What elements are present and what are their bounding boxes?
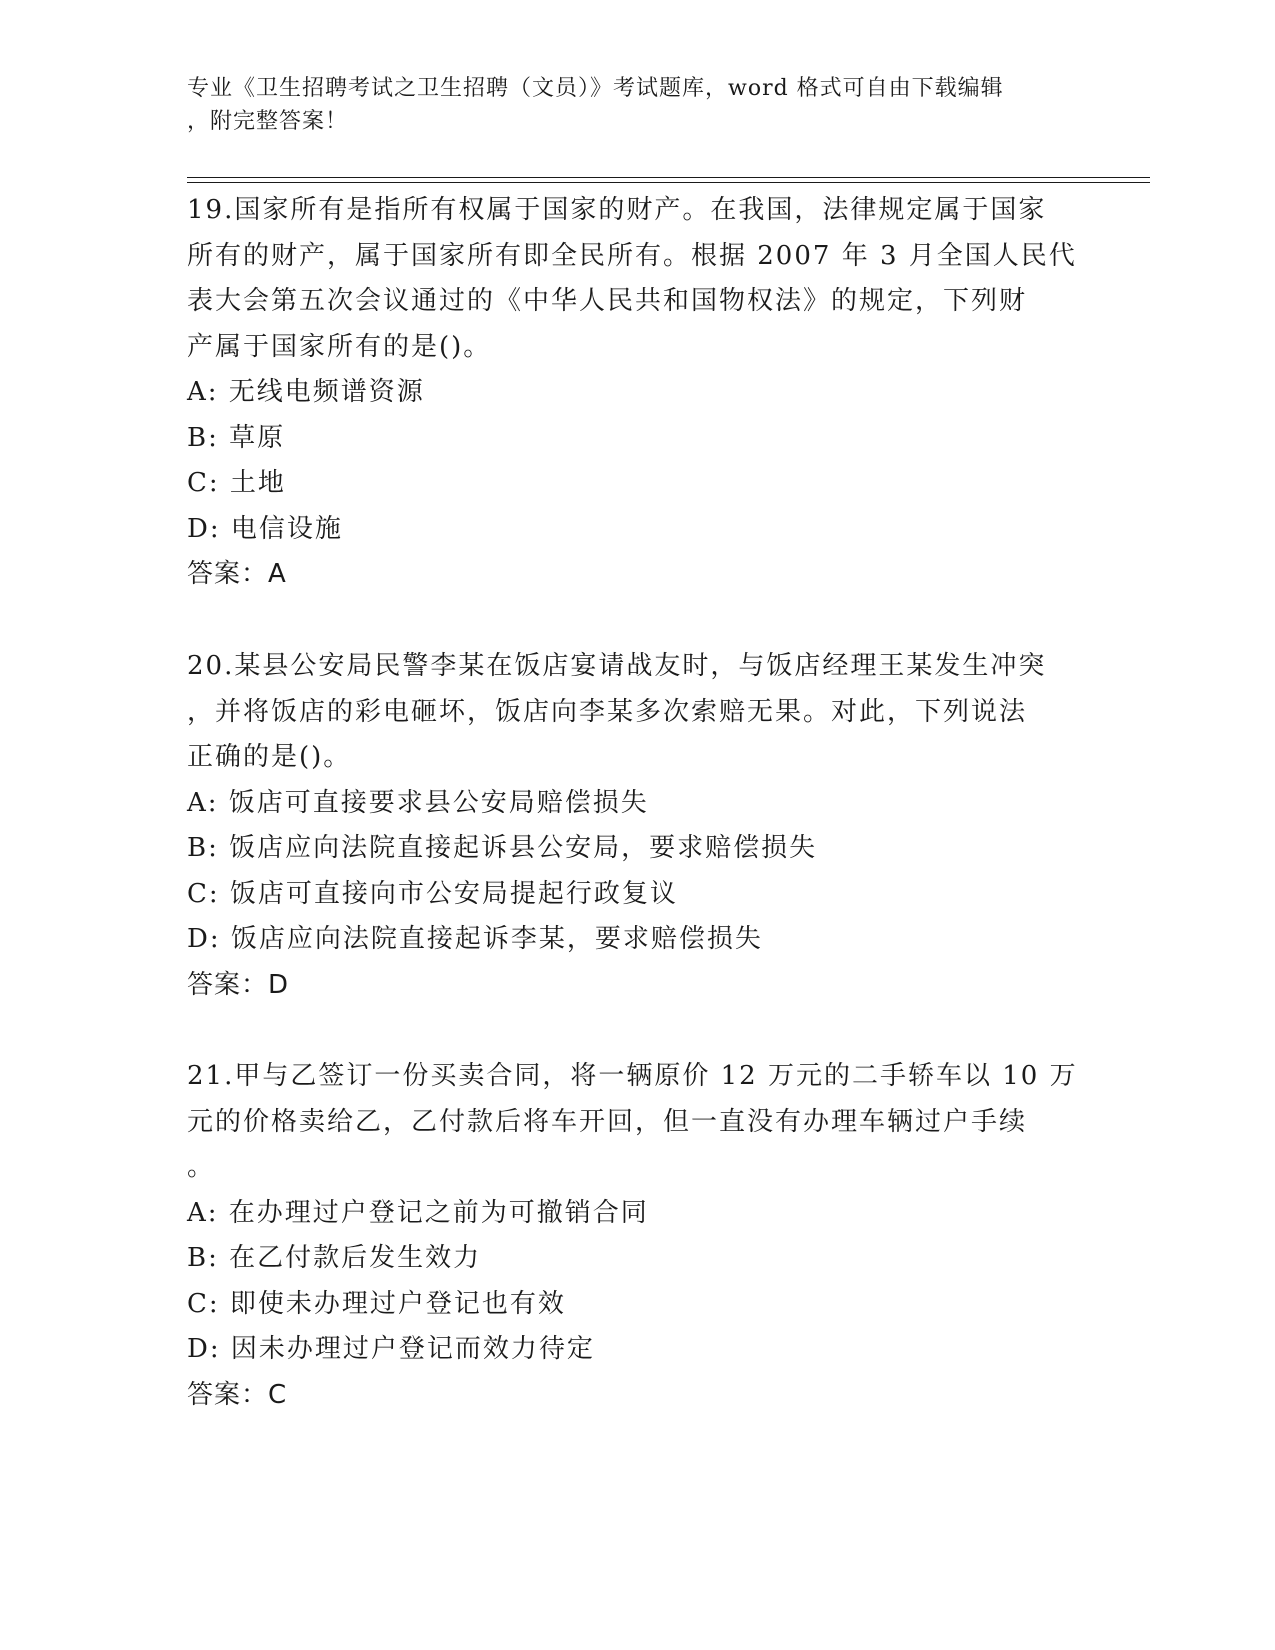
stem-line: 产属于国家所有的是()。 — [187, 331, 492, 362]
stem-line: ，并将饭店的彩电砸坏，饭店向李某多次索赔无果。对此，下列说法 — [187, 696, 1028, 727]
option-b: B: 在乙付款后发生效力 — [187, 1243, 482, 1273]
option-b: B: 饭店应向法院直接起诉县公安局，要求赔偿损失 — [187, 833, 818, 863]
stem-line: 所有的财产，属于国家所有即全民所有。根据 2007 年 3 月全国人民代 — [187, 240, 1077, 271]
stem-line: 元的价格卖给乙，乙付款后将车开回，但一直没有办理车辆过户手续 — [187, 1106, 1028, 1137]
header-line: ，附完整答案！ — [187, 109, 349, 134]
option-d: D: 电信设施 — [187, 513, 343, 544]
question-19 — [187, 188, 1087, 598]
option-b: B: 草原 — [187, 422, 286, 453]
stem-line: 20.某县公安局民警李某在饭店宴请战友时，与饭店经理王某发生冲突 — [187, 651, 1047, 681]
stem-line: 表大会第五次会议通过的《中华人民共和国物权法》的规定，下列财 — [187, 286, 1028, 316]
option-d: D: 因未办理过户登记而效力待定 — [187, 1334, 595, 1364]
option-c: C: 即使未办理过户登记也有效 — [187, 1288, 566, 1319]
header-line: 专业《卫生招聘考试之卫生招聘（文员）》考试题库，word 格式可自由下载编辑 — [187, 76, 1004, 101]
option-c: C: 饭店可直接向市公安局提起行政复议 — [187, 878, 678, 909]
stem-line: 19.国家所有是指所有权属于国家的财产。在我国，法律规定属于国家 — [187, 195, 1047, 225]
answer: 答案：A — [187, 559, 287, 589]
stem-line: 正确的是()。 — [187, 742, 352, 772]
stem-line: 21.甲与乙签订一份买卖合同，将一辆原价 12 万元的二手轿车以 10 万 — [187, 1061, 1078, 1091]
question-stem — [187, 644, 1087, 781]
option-a: A: 无线电频谱资源 — [187, 377, 425, 407]
answer: 答案：C — [187, 1379, 288, 1410]
answer: 答案：D — [187, 969, 290, 1000]
question-stem — [187, 1054, 1087, 1191]
option-a: A: 饭店可直接要求县公安局赔偿损失 — [187, 787, 649, 818]
question-stem — [187, 188, 1087, 370]
option-d: D: 饭店应向法院直接起诉李某，要求赔偿损失 — [187, 924, 763, 954]
stem-line: 。 — [187, 1152, 216, 1182]
header-divider — [187, 182, 1150, 183]
question-21 — [187, 1054, 1087, 1418]
option-a: A: 在办理过户登记之前为可撤销合同 — [187, 1197, 649, 1228]
option-c: C: 土地 — [187, 468, 286, 498]
document-header — [187, 72, 1087, 138]
question-20 — [187, 644, 1087, 1008]
header-divider — [187, 177, 1150, 178]
